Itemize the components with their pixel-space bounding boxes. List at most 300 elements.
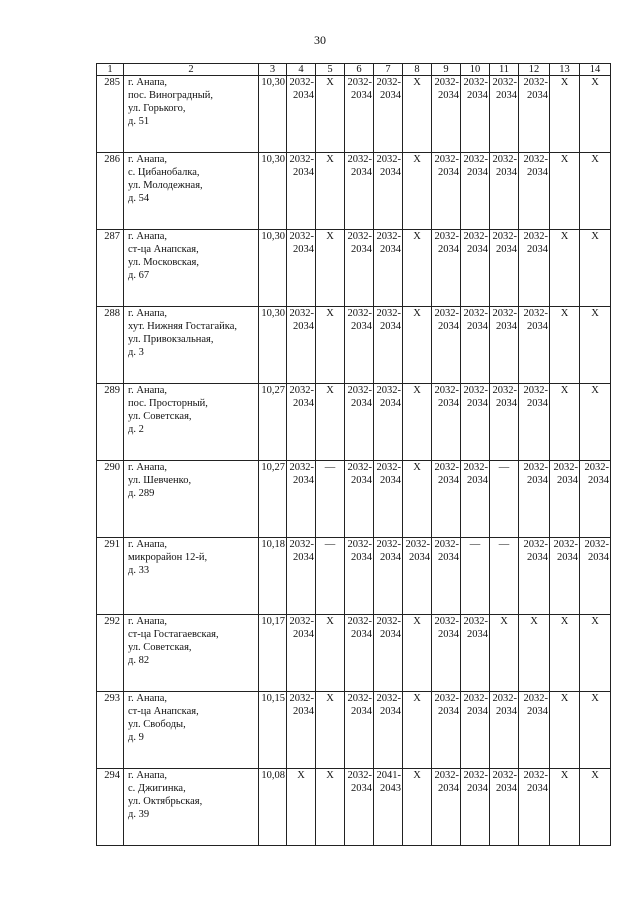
table-row <box>97 769 611 846</box>
year-range-part: 2032- <box>347 154 372 165</box>
year-range-part: 2032- <box>347 539 372 550</box>
cell-mark: X <box>413 308 421 319</box>
year-range-part: 2043 <box>380 783 401 794</box>
table-row <box>97 461 611 538</box>
address-line: г. Анапа, <box>128 385 168 396</box>
period-cell <box>316 153 345 230</box>
year-range-part: 2034 <box>496 321 517 332</box>
year-range-part: 2034 <box>351 475 372 486</box>
cell-mark: X <box>413 385 421 396</box>
year-range-part: 2032- <box>434 154 459 165</box>
period-cell <box>345 307 374 384</box>
period-cell <box>374 461 403 538</box>
period-cell <box>345 76 374 153</box>
year-range-part: 2034 <box>380 552 401 563</box>
year-range-part: 2032- <box>376 616 401 627</box>
year-range-part: 2032- <box>434 308 459 319</box>
period-cell <box>490 153 519 230</box>
period-cell <box>316 461 345 538</box>
year-range-part: 2032- <box>376 77 401 88</box>
period-cell <box>432 461 461 538</box>
period-cell <box>374 153 403 230</box>
address-line: г. Анапа, <box>128 693 168 704</box>
period-cell <box>374 230 403 307</box>
period-cell <box>345 153 374 230</box>
row-number: 291 <box>97 538 124 615</box>
address-cell <box>124 153 259 230</box>
year-range-part: 2032- <box>347 308 372 319</box>
year-range-part: 2034 <box>293 321 314 332</box>
period-cell <box>374 769 403 846</box>
address-cell <box>124 538 259 615</box>
row-number: 293 <box>97 692 124 769</box>
period-cell <box>432 615 461 692</box>
period-cell <box>550 461 580 538</box>
year-range-part: 2034 <box>438 90 459 101</box>
period-cell <box>519 153 550 230</box>
period-cell <box>580 461 611 538</box>
year-range-part: 2032- <box>434 462 459 473</box>
year-range-part: 2034 <box>380 398 401 409</box>
year-range-part: 2032- <box>523 308 548 319</box>
period-cell <box>316 692 345 769</box>
year-range-part: 2032- <box>523 770 548 781</box>
period-cell <box>345 769 374 846</box>
year-range-part: 2034 <box>527 321 548 332</box>
period-cell <box>316 615 345 692</box>
year-range-part: 2034 <box>527 398 548 409</box>
period-cell <box>316 307 345 384</box>
column-header: 1 <box>97 64 124 76</box>
area-value: 10,27 <box>259 384 287 461</box>
row-number: 289 <box>97 384 124 461</box>
cell-mark: — <box>498 539 510 550</box>
row-number: 285 <box>97 76 124 153</box>
year-range-part: 2034 <box>380 475 401 486</box>
cell-mark: X <box>413 77 421 88</box>
column-header: 13 <box>550 64 580 76</box>
period-cell <box>519 538 550 615</box>
year-range-part: 2032- <box>523 539 548 550</box>
period-cell <box>580 538 611 615</box>
year-range-part: 2032- <box>553 539 578 550</box>
year-range-part: 2034 <box>467 321 488 332</box>
cell-mark: X <box>591 693 599 704</box>
table-row <box>97 153 611 230</box>
period-cell <box>287 615 316 692</box>
address-line: ул. Октябрьская, <box>128 796 203 807</box>
cell-mark: X <box>413 693 421 704</box>
period-cell <box>580 307 611 384</box>
period-cell <box>432 76 461 153</box>
period-cell <box>461 76 490 153</box>
cell-mark: — <box>324 539 336 550</box>
year-range-part: 2034 <box>527 475 548 486</box>
period-cell <box>550 307 580 384</box>
area-value: 10,17 <box>259 615 287 692</box>
year-range-part: 2034 <box>467 398 488 409</box>
period-cell <box>403 307 432 384</box>
year-range-part: 2034 <box>293 167 314 178</box>
cell-mark: — <box>469 539 481 550</box>
cell-mark: X <box>560 77 569 88</box>
table-body <box>97 76 611 846</box>
year-range-part: 2034 <box>438 167 459 178</box>
period-cell <box>432 769 461 846</box>
year-range-part: 2034 <box>293 629 314 640</box>
address-line: ст-ца Гостагаевская, <box>128 629 219 640</box>
period-cell <box>287 76 316 153</box>
address-cell <box>124 615 259 692</box>
period-cell <box>550 76 580 153</box>
period-cell <box>490 384 519 461</box>
year-range-part: 2032- <box>492 308 517 319</box>
address-line: д. 39 <box>128 809 150 820</box>
address-line: пос. Виноградный, <box>128 90 214 101</box>
period-cell <box>490 615 519 692</box>
year-range-part: 2034 <box>380 629 401 640</box>
address-line: ул. Молодежная, <box>128 180 203 191</box>
address-line: ул. Советская, <box>128 411 192 422</box>
period-cell <box>374 384 403 461</box>
period-cell <box>519 76 550 153</box>
year-range-part: 2032- <box>289 154 314 165</box>
period-cell <box>461 307 490 384</box>
period-cell <box>345 615 374 692</box>
year-range-part: 2034 <box>351 783 372 794</box>
area-value: 10,30 <box>259 153 287 230</box>
row-number: 288 <box>97 307 124 384</box>
address-cell <box>124 384 259 461</box>
year-range-part: 2034 <box>527 706 548 717</box>
year-range-part: 2032- <box>347 770 372 781</box>
year-range-part: 2034 <box>557 475 578 486</box>
period-cell <box>461 692 490 769</box>
period-cell <box>287 230 316 307</box>
period-cell <box>580 615 611 692</box>
period-cell <box>345 230 374 307</box>
address-line: ст-ца Анапская, <box>128 706 199 717</box>
cell-mark: X <box>560 693 569 704</box>
cell-mark: X <box>326 616 334 627</box>
period-cell <box>461 769 490 846</box>
year-range-part: 2032- <box>289 616 314 627</box>
address-line: д. 51 <box>128 116 150 127</box>
year-range-part: 2032- <box>463 77 488 88</box>
address-cell <box>124 76 259 153</box>
period-cell <box>580 230 611 307</box>
year-range-part: 2032- <box>523 385 548 396</box>
address-line: г. Анапа, <box>128 462 168 473</box>
area-value: 10,30 <box>259 76 287 153</box>
table-row <box>97 615 611 692</box>
address-line: пос. Просторный, <box>128 398 208 409</box>
period-cell <box>519 692 550 769</box>
year-range-part: 2034 <box>527 167 548 178</box>
period-cell <box>461 461 490 538</box>
table-row <box>97 307 611 384</box>
table-row <box>97 538 611 615</box>
year-range-part: 2032- <box>289 539 314 550</box>
year-range-part: 2034 <box>438 244 459 255</box>
area-value: 10,30 <box>259 307 287 384</box>
year-range-part: 2034 <box>351 552 372 563</box>
cell-mark: X <box>326 385 334 396</box>
year-range-part: 2032- <box>289 231 314 242</box>
row-number: 292 <box>97 615 124 692</box>
address-line: д. 289 <box>128 488 155 499</box>
year-range-part: 2032- <box>492 770 517 781</box>
address-line: хут. Нижняя Гостагайка, <box>128 321 238 332</box>
period-cell <box>550 230 580 307</box>
period-cell <box>550 615 580 692</box>
column-header: 14 <box>580 64 611 76</box>
period-cell <box>432 692 461 769</box>
period-cell <box>374 692 403 769</box>
year-range-part: 2034 <box>467 244 488 255</box>
period-cell <box>490 538 519 615</box>
period-cell <box>403 230 432 307</box>
year-range-part: 2034 <box>496 783 517 794</box>
period-cell <box>580 153 611 230</box>
year-range-part: 2032- <box>434 693 459 704</box>
period-cell <box>374 538 403 615</box>
address-line: ул. Шевченко, <box>128 475 192 486</box>
period-cell <box>403 615 432 692</box>
cell-mark: X <box>591 385 599 396</box>
cell-mark: X <box>326 308 334 319</box>
row-number: 286 <box>97 153 124 230</box>
year-range-part: 2034 <box>527 244 548 255</box>
year-range-part: 2034 <box>496 706 517 717</box>
address-line: микрорайон 12-й, <box>128 552 208 563</box>
address-cell <box>124 307 259 384</box>
year-range-part: 2034 <box>293 398 314 409</box>
year-range-part: 2032- <box>463 231 488 242</box>
year-range-part: 2034 <box>438 783 459 794</box>
address-line: д. 82 <box>128 655 150 666</box>
address-cell <box>124 769 259 846</box>
column-header: 11 <box>490 64 519 76</box>
year-range-part: 2032- <box>289 385 314 396</box>
year-range-part: 2032- <box>553 462 578 473</box>
cell-mark: X <box>413 616 421 627</box>
year-range-part: 2032- <box>434 77 459 88</box>
cell-mark: X <box>560 385 569 396</box>
year-range-part: 2032- <box>376 231 401 242</box>
column-header: 9 <box>432 64 461 76</box>
column-header: 6 <box>345 64 374 76</box>
period-cell <box>374 307 403 384</box>
period-cell <box>580 76 611 153</box>
address-line: д. 54 <box>128 193 150 204</box>
area-value: 10,15 <box>259 692 287 769</box>
year-range-part: 2032- <box>434 385 459 396</box>
year-range-part: 2032- <box>376 154 401 165</box>
address-cell <box>124 692 259 769</box>
address-line: с. Джигинка, <box>128 783 186 794</box>
period-cell <box>519 230 550 307</box>
area-value: 10,27 <box>259 461 287 538</box>
address-line: д. 9 <box>128 732 144 743</box>
year-range-part: 2034 <box>293 706 314 717</box>
period-cell <box>403 76 432 153</box>
cell-mark: X <box>560 154 569 165</box>
year-range-part: 2034 <box>588 475 609 486</box>
area-value: 10,08 <box>259 769 287 846</box>
year-range-part: 2034 <box>380 90 401 101</box>
cell-mark: X <box>413 154 421 165</box>
period-cell <box>490 769 519 846</box>
year-range-part: 2032- <box>523 693 548 704</box>
cell-mark: X <box>591 77 599 88</box>
address-cell <box>124 461 259 538</box>
year-range-part: 2032- <box>376 539 401 550</box>
cell-mark: X <box>591 154 599 165</box>
year-range-part: 2032- <box>347 616 372 627</box>
address-line: ул. Привокзальная, <box>128 334 214 345</box>
cell-mark: X <box>326 77 334 88</box>
year-range-part: 2034 <box>467 475 488 486</box>
year-range-part: 2034 <box>351 321 372 332</box>
period-cell <box>550 692 580 769</box>
year-range-part: 2032- <box>584 462 609 473</box>
year-range-part: 2032- <box>289 308 314 319</box>
year-range-part: 2032- <box>376 308 401 319</box>
address-line: г. Анапа, <box>128 154 168 165</box>
table-row <box>97 384 611 461</box>
period-cell <box>287 461 316 538</box>
cell-mark: X <box>500 616 508 627</box>
year-range-part: 2034 <box>438 629 459 640</box>
cell-mark: X <box>297 770 305 781</box>
period-cell <box>432 384 461 461</box>
cell-mark: X <box>591 308 599 319</box>
cell-mark: X <box>591 770 599 781</box>
year-range-part: 2034 <box>557 552 578 563</box>
column-header: 4 <box>287 64 316 76</box>
year-range-part: 2032- <box>289 693 314 704</box>
year-range-part: 2034 <box>380 167 401 178</box>
period-cell <box>403 769 432 846</box>
address-line: д. 2 <box>128 424 144 435</box>
year-range-part: 2034 <box>409 552 430 563</box>
period-cell <box>287 692 316 769</box>
area-value: 10,18 <box>259 538 287 615</box>
address-line: г. Анапа, <box>128 77 168 88</box>
cell-mark: X <box>413 770 421 781</box>
year-range-part: 2034 <box>467 167 488 178</box>
year-range-part: 2034 <box>351 167 372 178</box>
year-range-part: 2032- <box>347 385 372 396</box>
year-range-part: 2032- <box>492 77 517 88</box>
column-header: 8 <box>403 64 432 76</box>
cell-mark: X <box>326 231 334 242</box>
cell-mark: X <box>560 616 569 627</box>
address-line: д. 33 <box>128 565 150 576</box>
table-row <box>97 76 611 153</box>
year-range-part: 2032- <box>434 231 459 242</box>
year-range-part: 2034 <box>496 90 517 101</box>
period-cell <box>519 307 550 384</box>
address-line: г. Анапа, <box>128 539 168 550</box>
address-line: г. Анапа, <box>128 616 168 627</box>
period-cell <box>432 230 461 307</box>
year-range-part: 2032- <box>492 385 517 396</box>
period-cell <box>550 769 580 846</box>
year-range-part: 2032- <box>463 154 488 165</box>
period-cell <box>287 769 316 846</box>
year-range-part: 2034 <box>380 321 401 332</box>
year-range-part: 2032- <box>463 462 488 473</box>
year-range-part: 2034 <box>293 475 314 486</box>
period-cell <box>287 153 316 230</box>
year-range-part: 2034 <box>438 475 459 486</box>
period-cell <box>403 384 432 461</box>
period-cell <box>345 692 374 769</box>
address-line: с. Цибанобалка, <box>128 167 200 178</box>
year-range-part: 2034 <box>467 90 488 101</box>
period-cell <box>550 538 580 615</box>
area-value: 10,30 <box>259 230 287 307</box>
year-range-part: 2032- <box>463 385 488 396</box>
year-range-part: 2032- <box>492 154 517 165</box>
period-cell <box>519 384 550 461</box>
period-cell <box>403 461 432 538</box>
period-cell <box>580 384 611 461</box>
period-cell <box>345 461 374 538</box>
period-cell <box>580 769 611 846</box>
year-range-part: 2034 <box>438 552 459 563</box>
cell-mark: X <box>326 693 334 704</box>
column-header: 5 <box>316 64 345 76</box>
year-range-part: 2034 <box>588 552 609 563</box>
year-range-part: 2032- <box>463 616 488 627</box>
address-line: ст-ца Анапская, <box>128 244 199 255</box>
period-cell <box>490 461 519 538</box>
page-number: 30 <box>314 33 326 47</box>
year-range-part: 2032- <box>376 462 401 473</box>
period-cell <box>403 153 432 230</box>
year-range-part: 2032- <box>463 770 488 781</box>
year-range-part: 2034 <box>467 706 488 717</box>
year-range-part: 2032- <box>523 462 548 473</box>
column-header: 3 <box>259 64 287 76</box>
year-range-part: 2032- <box>523 231 548 242</box>
year-range-part: 2034 <box>380 244 401 255</box>
period-cell <box>519 461 550 538</box>
period-cell <box>403 692 432 769</box>
column-header: 2 <box>124 64 259 76</box>
year-range-part: 2032- <box>347 231 372 242</box>
address-line: д. 67 <box>128 270 150 281</box>
address-line: ул. Советская, <box>128 642 192 653</box>
column-number-row <box>97 64 611 76</box>
row-number: 287 <box>97 230 124 307</box>
year-range-part: 2032- <box>463 693 488 704</box>
year-range-part: 2034 <box>467 783 488 794</box>
period-cell <box>490 692 519 769</box>
period-cell <box>345 538 374 615</box>
year-range-part: 2032- <box>523 77 548 88</box>
row-number: 294 <box>97 769 124 846</box>
registry-table <box>96 63 611 846</box>
year-range-part: 2034 <box>496 398 517 409</box>
year-range-part: 2032- <box>347 462 372 473</box>
period-cell <box>374 615 403 692</box>
year-range-part: 2032- <box>463 308 488 319</box>
cell-mark: X <box>326 770 334 781</box>
